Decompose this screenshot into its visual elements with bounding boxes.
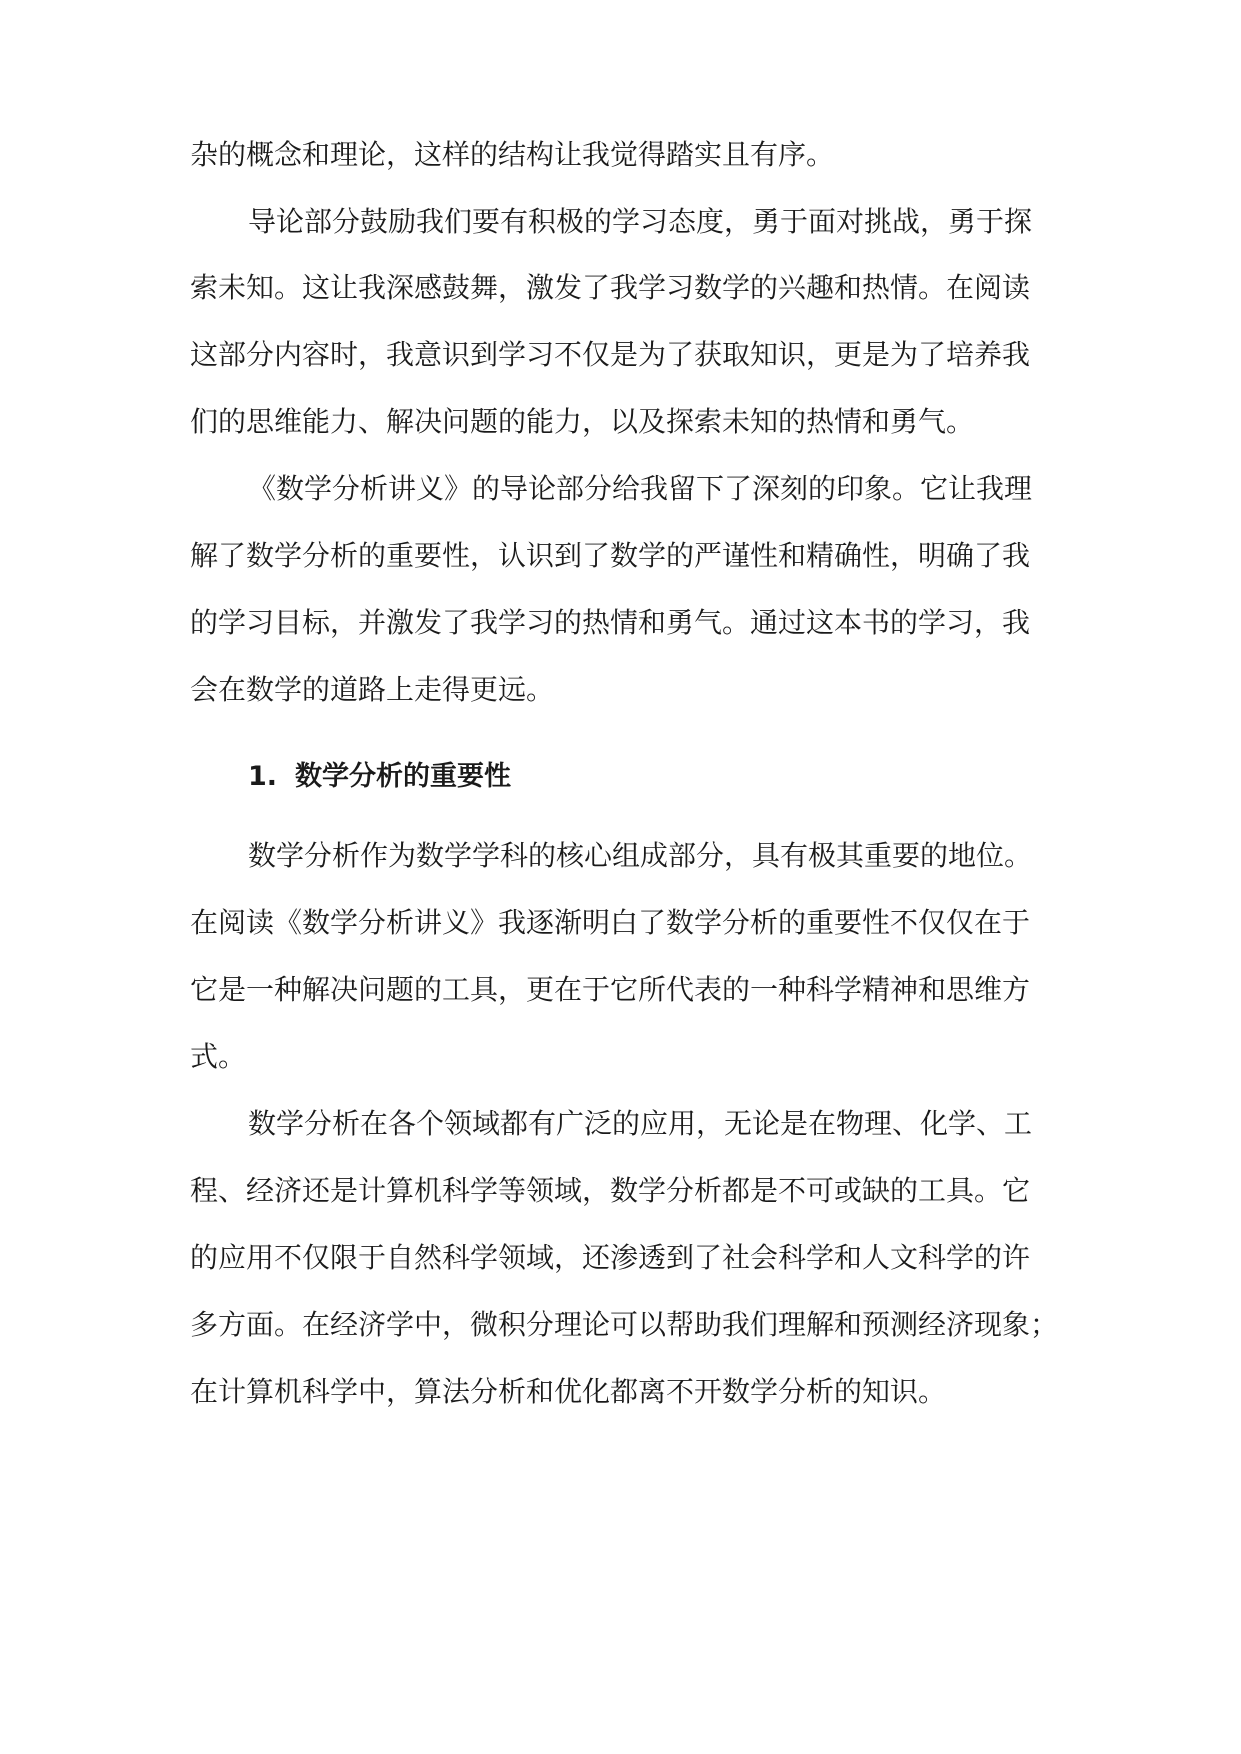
paragraph-line: 多方面。在经济学中，微积分理论可以帮助我们理解和预测经济现象； [190,1308,1059,1341]
paragraph-line: 程、经济还是计算机科学等领域，数学分析都是不可或缺的工具。它 [190,1174,1031,1207]
paragraph-line: 《数学分析讲义》的导论部分给我留下了深刻的印象。它让我理 [248,472,1033,505]
paragraph-line: 在计算机科学中，算法分析和优化都离不开数学分析的知识。 [190,1375,947,1408]
paragraph-line: 数学分析在各个领域都有广泛的应用，无论是在物理、化学、工 [248,1107,1033,1140]
paragraph-line: 它是一种解决问题的工具，更在于它所代表的一种科学精神和思维方 [190,973,1031,1006]
paragraph-line: 数学分析作为数学学科的核心组成部分，具有极其重要的地位。 [248,839,1033,872]
section-number: 1. [248,761,278,792]
paragraph-line: 在阅读《数学分析讲义》我逐渐明白了数学分析的重要性不仅仅在于 [190,906,1031,939]
paragraph-line: 会在数学的道路上走得更远。 [190,673,555,706]
paragraph-line: 杂的概念和理论，这样的结构让我觉得踏实且有序。 [190,138,835,171]
paragraph-line: 索未知。这让我深感鼓舞，激发了我学习数学的兴趣和热情。在阅读 [190,271,1031,304]
paragraph-line: 导论部分鼓励我们要有积极的学习态度，勇于面对挑战，勇于探 [248,205,1033,238]
paragraph-line: 式。 [190,1040,247,1073]
paragraph-line: 的学习目标，并激发了我学习的热情和勇气。通过这本书的学习，我 [190,606,1031,639]
section-heading [248,755,511,799]
paragraph-line: 解了数学分析的重要性，认识到了数学的严谨性和精确性，明确了我 [190,539,1031,572]
paragraph-line: 的应用不仅限于自然科学领域，还渗透到了社会科学和人文科学的许 [190,1241,1031,1274]
paragraph-line: 们的思维能力、解决问题的能力，以及探索未知的热情和勇气。 [190,405,975,438]
section-title: 数学分析的重要性 [295,761,512,792]
paragraph-line: 这部分内容时，我意识到学习不仅是为了获取知识，更是为了培养我 [190,338,1031,371]
